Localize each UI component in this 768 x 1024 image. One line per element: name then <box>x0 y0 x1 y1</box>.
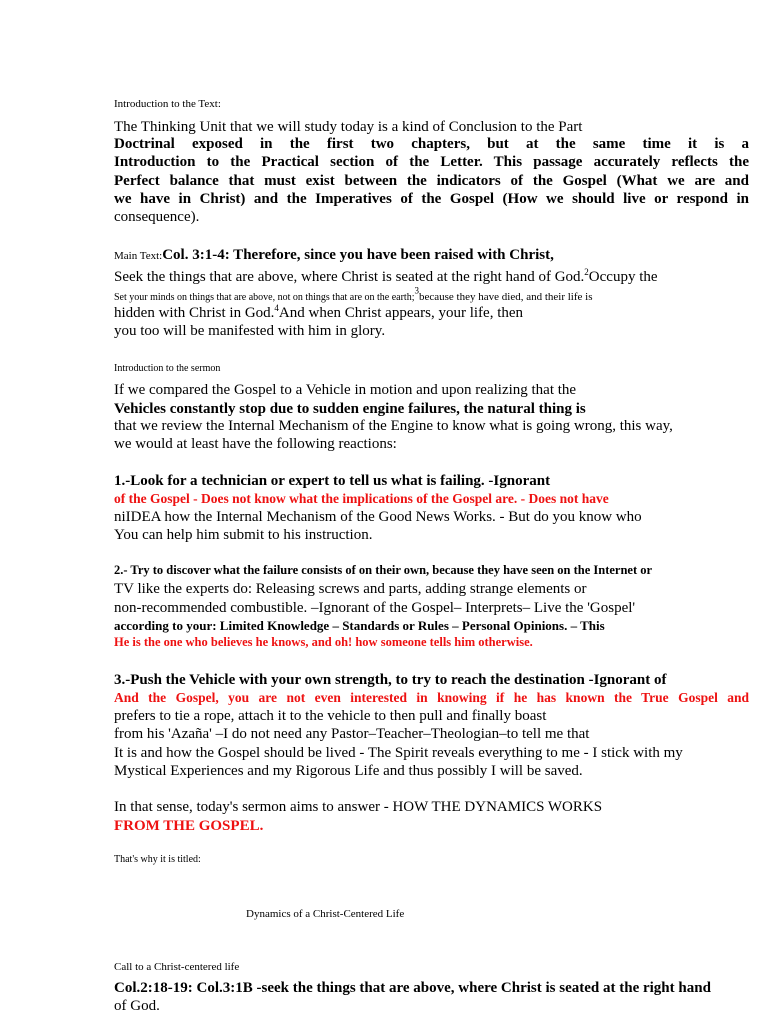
main-text-line-4 <box>114 303 524 321</box>
point-1-line-2: of the Gospel - Does not know what the implications of the Gospel are. - Does not have <box>114 491 609 506</box>
point-2-line-1: 2.- Try to discover what the failure consists of on their own, because they have seen on the Internet or <box>114 563 653 577</box>
main-text-line-5: you too will be manifested with him in glory. <box>114 323 386 339</box>
point-2-line-4: according to your: Limited Knowledge – Standards or Rules – Personal Opinions. – This <box>114 618 605 633</box>
verse-3-continued: hidden with Christ in God. <box>114 305 275 321</box>
verse-2-number: 2 <box>584 267 589 277</box>
point-2-line-2: TV like the experts do: Releasing screws and parts, adding strange elements or <box>114 581 587 597</box>
intro-text-heading: Introduction to the Text: <box>114 98 221 110</box>
main-text-reference: Col. 3:1-4: Therefore, since you have been raised with Christ, <box>162 247 554 263</box>
intro-text-line-6: consequence). <box>114 209 200 225</box>
intro-sermon-line-3: that we review the Internal Mechanism of the Engine to know what is going wrong, this way, <box>114 418 673 434</box>
point-3-line-3: prefers to tie a rope, attach it to the vehicle to then pull and finally boast <box>114 708 547 724</box>
intro-sermon-line-4: we would at least have the following reactions: <box>114 436 397 452</box>
verse-2-text: Occupy the <box>588 269 658 285</box>
intro-text-line-3: Introduction to the Practical section of the Letter. This passage accurately reflects the <box>114 154 749 170</box>
intro-text-line-1: The Thinking Unit that we will study today is a kind of Conclusion to the Part <box>114 119 583 135</box>
point-2-line-5: He is the one who believes he knows, and oh! how someone tells him otherwise. <box>114 635 533 649</box>
intro-sermon-heading: Introduction to the sermon <box>114 363 221 374</box>
point-3-line-6: Mystical Experiences and my Rigorous Life and thus possibly I will be saved. <box>114 763 583 779</box>
main-text-line-1 <box>114 247 554 263</box>
verse-3-number: 3 <box>414 285 419 296</box>
sermon-title: Dynamics of a Christ-Centered Life <box>246 908 405 920</box>
conclusion-line-1: In that sense, today's sermon aims to answer - HOW THE DYNAMICS WORKS <box>114 799 603 815</box>
call-line-1: Col.2:18-19: Col.3:1B -seek the things that are above, where Christ is seated at the right hand <box>114 980 711 996</box>
call-line-2: of God. <box>114 998 160 1014</box>
conclusion-line-2: FROM THE GOSPEL. <box>114 818 264 834</box>
verse-3-text: because they have died, and their life is <box>419 291 593 303</box>
verse-4-number: 4 <box>274 303 279 313</box>
verse-4-text: And when Christ appears, your life, then <box>278 305 524 321</box>
point-1-line-3: niIDEA how the Internal Mechanism of the Good News Works. - But do you know who <box>114 509 642 525</box>
intro-text-line-5: we have in Christ) and the Imperatives of the Gospel (How we should live or respond in <box>114 191 749 207</box>
point-3-line-2: And the Gospel, you are not even interested in knowing if he has known the True Gospel and <box>114 690 749 705</box>
titled-label: That's why it is titled: <box>114 854 201 865</box>
call-heading: Call to a Christ-centered life <box>114 961 240 973</box>
intro-sermon-line-1: If we compared the Gospel to a Vehicle in motion and upon realizing that the <box>114 382 577 398</box>
intro-sermon-line-2: Vehicles constantly stop due to sudden engine failures, the natural thing is <box>114 401 586 417</box>
point-1-line-1: 1.-Look for a technician or expert to tell us what is failing. -Ignorant <box>114 473 551 489</box>
main-text-line-3 <box>114 285 593 304</box>
main-text-label: Main Text: <box>114 250 163 262</box>
point-1-line-4: You can help him submit to his instruction. <box>114 527 373 543</box>
intro-text-line-2: Doctrinal exposed in the first two chapters, but at the same time it is a <box>114 136 749 152</box>
verse-1-text: Seek the things that are above, where Christ is seated at the right hand of God. <box>114 269 585 285</box>
main-text-line-2 <box>114 267 658 285</box>
point-2-line-3: non-recommended combustible. –Ignorant of the Gospel– Interprets– Live the 'Gospel' <box>114 600 636 616</box>
point-3-line-1: 3.-Push the Vehicle with your own strength, to try to reach the destination -Ignorant of <box>114 672 667 688</box>
intro-text-line-4: Perfect balance that must exist between the indicators of the Gospel (What we are and <box>114 173 749 189</box>
verse-2-continued: Set your minds on things that are above, not on things that are on the earth; <box>114 292 415 303</box>
point-3-line-5: It is and how the Gospel should be lived - The Spirit reveals everything to me - I stick with my <box>114 745 683 761</box>
point-3-line-4: from his 'Azaña' –I do not need any Pastor–Teacher–Theologian–to tell me that <box>114 726 590 742</box>
